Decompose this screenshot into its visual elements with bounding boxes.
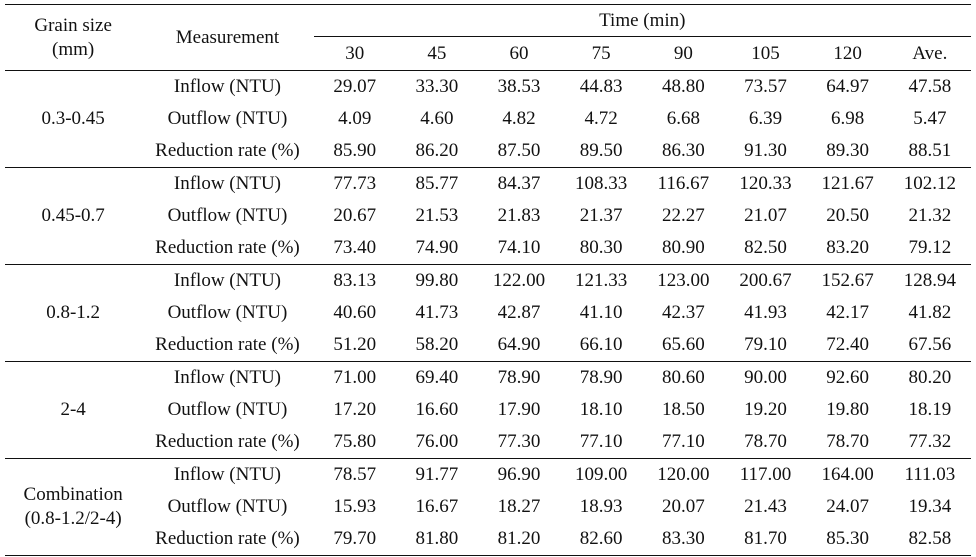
average-cell: 21.32 <box>908 205 952 226</box>
table-row <box>5 168 971 201</box>
value-cell: 77.30 <box>497 431 541 452</box>
value-cell: 81.70 <box>724 523 806 556</box>
table-row <box>5 265 971 298</box>
average-cell: 19.34 <box>908 496 952 517</box>
value-cell: 78.57 <box>314 459 396 492</box>
value-cell: 66.10 <box>579 334 623 355</box>
table-row <box>5 491 971 523</box>
value-cell: 76.00 <box>415 431 459 452</box>
measurement-label: Reduction rate (%) <box>155 431 300 452</box>
measurement-label: Inflow (NTU) <box>173 76 281 97</box>
value-cell: 96.90 <box>478 459 560 492</box>
value-cell: 6.98 <box>831 108 865 129</box>
value-cell: 21.37 <box>579 205 623 226</box>
value-cell: 84.37 <box>478 168 560 201</box>
value-cell: 78.90 <box>478 362 560 395</box>
average-cell: 18.19 <box>908 399 952 420</box>
average-cell: 111.03 <box>889 459 971 492</box>
value-cell: 83.30 <box>642 523 724 556</box>
value-cell: 21.43 <box>744 496 787 517</box>
grain-size-cell <box>5 71 141 168</box>
measurement-label: Reduction rate (%) <box>155 334 300 355</box>
value-cell: 152.67 <box>807 265 889 298</box>
value-cell: 200.67 <box>724 265 806 298</box>
value-cell: 22.27 <box>661 205 705 226</box>
average-cell: 79.12 <box>908 237 952 258</box>
value-cell: 80.90 <box>661 237 705 258</box>
average-cell: 102.12 <box>889 168 971 201</box>
value-cell: 83.20 <box>826 237 870 258</box>
grain-size-label: 0.3-0.45 <box>41 108 105 129</box>
value-cell: 18.27 <box>497 496 541 517</box>
value-cell: 77.73 <box>314 168 396 201</box>
value-cell: 51.20 <box>333 334 377 355</box>
value-cell: 6.68 <box>666 108 700 129</box>
average-cell: 128.94 <box>889 265 971 298</box>
value-cell: 21.53 <box>415 205 459 226</box>
value-cell: 42.87 <box>497 302 541 323</box>
value-cell: 42.17 <box>826 302 870 323</box>
value-cell: 72.40 <box>826 334 870 355</box>
table-row <box>5 459 971 492</box>
value-cell: 75.80 <box>333 431 377 452</box>
measurement-label: Reduction rate (%) <box>141 523 313 556</box>
value-cell: 41.93 <box>744 302 787 323</box>
value-cell: 18.93 <box>579 496 623 517</box>
value-cell: 6.39 <box>748 108 783 129</box>
value-cell: 117.00 <box>724 459 806 492</box>
grain-size-label: Combination <box>23 484 123 505</box>
value-cell: 79.70 <box>314 523 396 556</box>
turbidity-table <box>5 4 971 556</box>
value-cell: 65.60 <box>661 334 705 355</box>
value-cell: 89.30 <box>826 140 870 161</box>
value-cell: 79.10 <box>744 334 787 355</box>
measurement-label: Inflow (NTU) <box>141 459 313 492</box>
value-cell: 92.60 <box>807 362 889 395</box>
value-cell: 17.90 <box>497 399 541 420</box>
value-cell: 21.07 <box>744 205 787 226</box>
value-cell: 20.50 <box>826 205 870 226</box>
table-row <box>5 523 971 556</box>
average-cell: 5.47 <box>913 108 947 129</box>
measurement-label: Inflow (NTU) <box>141 265 313 298</box>
average-cell: 67.56 <box>908 334 952 355</box>
measurement-label: Outflow (NTU) <box>167 399 288 420</box>
measurement-label: Outflow (NTU) <box>167 496 288 517</box>
value-cell: 64.97 <box>826 76 870 97</box>
table-body <box>5 71 971 556</box>
measurement-label: Outflow (NTU) <box>167 205 288 226</box>
value-cell: 122.00 <box>478 265 560 298</box>
value-cell: 38.53 <box>497 76 541 97</box>
table-row <box>5 103 971 135</box>
value-cell: 69.40 <box>396 362 478 395</box>
measurement-label: Inflow (NTU) <box>141 168 313 201</box>
header-time-col: 45 <box>396 37 478 71</box>
value-cell: 78.70 <box>826 431 870 452</box>
header-time-col: 30 <box>314 37 396 71</box>
value-cell: 58.20 <box>415 334 459 355</box>
value-cell: 74.90 <box>415 237 459 258</box>
value-cell: 91.30 <box>744 140 787 161</box>
grain-size-cell <box>5 362 141 459</box>
value-cell: 15.93 <box>333 496 377 517</box>
table-row <box>5 200 971 232</box>
header-time-col: 60 <box>478 37 560 71</box>
value-cell: 4.82 <box>502 108 536 129</box>
value-cell: 109.00 <box>560 459 642 492</box>
table-header <box>5 5 971 71</box>
value-cell: 89.50 <box>579 140 623 161</box>
value-cell: 71.00 <box>314 362 396 395</box>
value-cell: 85.30 <box>807 523 889 556</box>
value-cell: 123.00 <box>642 265 724 298</box>
header-time: Time (min) <box>314 5 971 37</box>
value-cell: 116.67 <box>642 168 724 201</box>
average-cell: 82.58 <box>889 523 971 556</box>
value-cell: 20.07 <box>661 496 705 517</box>
header-time-col: 105 <box>724 37 806 71</box>
value-cell: 77.10 <box>579 431 623 452</box>
value-cell: 81.20 <box>478 523 560 556</box>
value-cell: 164.00 <box>807 459 889 492</box>
value-cell: 120.00 <box>642 459 724 492</box>
value-cell: 44.83 <box>579 76 623 97</box>
value-cell: 33.30 <box>415 76 459 97</box>
value-cell: 18.10 <box>579 399 623 420</box>
grain-size-label: (0.8-1.2/2-4) <box>24 508 122 529</box>
header-time-col: 120 <box>807 37 889 71</box>
value-cell: 80.60 <box>642 362 724 395</box>
table-row <box>5 232 971 265</box>
grain-size-label: 2-4 <box>60 399 86 420</box>
measurement-label: Inflow (NTU) <box>141 362 313 395</box>
value-cell: 82.50 <box>744 237 787 258</box>
value-cell: 19.80 <box>826 399 870 420</box>
measurement-label: Outflow (NTU) <box>167 302 288 323</box>
value-cell: 18.50 <box>661 399 705 420</box>
value-cell: 80.30 <box>579 237 623 258</box>
value-cell: 40.60 <box>333 302 377 323</box>
value-cell: 4.60 <box>420 108 454 129</box>
average-cell: 47.58 <box>908 76 952 97</box>
measurement-label: Outflow (NTU) <box>167 108 288 129</box>
value-cell: 85.90 <box>333 140 377 161</box>
value-cell: 21.83 <box>497 205 541 226</box>
value-cell: 19.20 <box>744 399 787 420</box>
value-cell: 81.80 <box>396 523 478 556</box>
header-grain-size <box>5 5 141 71</box>
grain-size-cell <box>5 459 141 556</box>
value-cell: 16.60 <box>415 399 459 420</box>
value-cell: 108.33 <box>560 168 642 201</box>
value-cell: 77.10 <box>661 431 705 452</box>
table-row <box>5 135 971 168</box>
table-row <box>5 362 971 395</box>
value-cell: 42.37 <box>661 302 705 323</box>
header-grain-size-line1: Grain size <box>34 14 112 36</box>
value-cell: 121.33 <box>560 265 642 298</box>
value-cell: 24.07 <box>826 496 870 517</box>
value-cell: 29.07 <box>333 76 377 97</box>
value-cell: 73.57 <box>744 76 787 97</box>
grain-size-cell <box>5 168 141 265</box>
table-row <box>5 426 971 459</box>
value-cell: 64.90 <box>497 334 541 355</box>
header-grain-size-line2: (mm) <box>52 38 95 60</box>
measurement-label: Reduction rate (%) <box>155 140 300 161</box>
grain-size-label: 0.8-1.2 <box>46 302 101 323</box>
header-measurement: Measurement <box>141 5 313 71</box>
value-cell: 99.80 <box>396 265 478 298</box>
table-row <box>5 297 971 329</box>
value-cell: 121.67 <box>807 168 889 201</box>
value-cell: 74.10 <box>497 237 541 258</box>
value-cell: 78.70 <box>744 431 787 452</box>
value-cell: 41.73 <box>415 302 459 323</box>
value-cell: 86.20 <box>415 140 459 161</box>
value-cell: 120.33 <box>724 168 806 201</box>
average-cell: 41.82 <box>908 302 952 323</box>
value-cell: 17.20 <box>333 399 377 420</box>
average-cell: 88.51 <box>908 140 952 161</box>
average-cell: 80.20 <box>889 362 971 395</box>
measurement-label: Reduction rate (%) <box>155 237 300 258</box>
value-cell: 16.67 <box>415 496 459 517</box>
header-time-col: 90 <box>642 37 724 71</box>
value-cell: 83.13 <box>314 265 396 298</box>
value-cell: 87.50 <box>497 140 541 161</box>
grain-size-cell <box>5 265 141 362</box>
table-row <box>5 71 971 104</box>
value-cell: 41.10 <box>579 302 623 323</box>
header-time-col: 75 <box>560 37 642 71</box>
value-cell: 48.80 <box>661 76 705 97</box>
average-cell: 77.32 <box>908 431 952 452</box>
value-cell: 85.77 <box>396 168 478 201</box>
value-cell: 73.40 <box>333 237 377 258</box>
value-cell: 90.00 <box>724 362 806 395</box>
table-row <box>5 394 971 426</box>
value-cell: 91.77 <box>396 459 478 492</box>
value-cell: 78.90 <box>560 362 642 395</box>
value-cell: 4.09 <box>338 108 372 129</box>
value-cell: 86.30 <box>661 140 705 161</box>
table-row <box>5 329 971 362</box>
value-cell: 20.67 <box>333 205 377 226</box>
header-time-col: Ave. <box>889 37 971 71</box>
value-cell: 4.72 <box>584 108 618 129</box>
value-cell: 82.60 <box>560 523 642 556</box>
grain-size-label: 0.45-0.7 <box>41 205 105 226</box>
